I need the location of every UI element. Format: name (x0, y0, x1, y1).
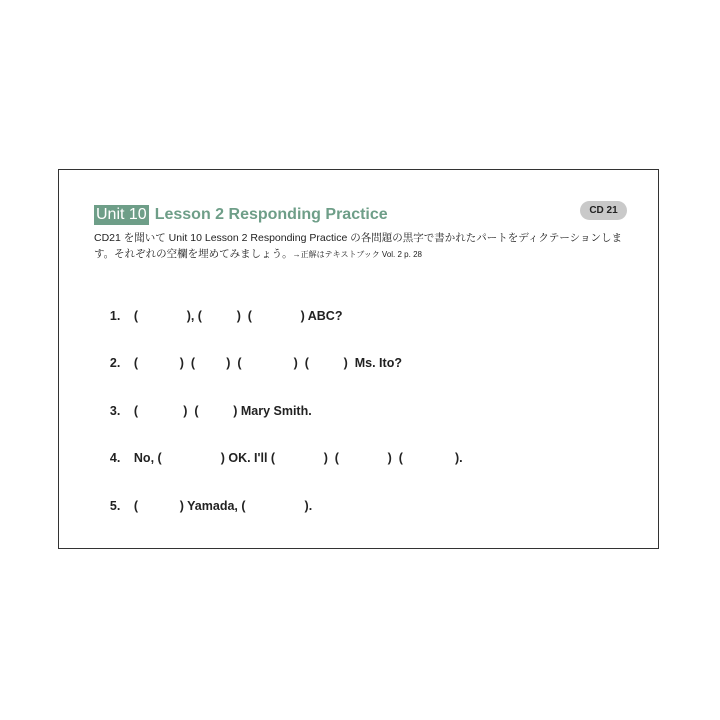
item-text: No, ( ) OK. I'll ( ) ( ) ( ). (133, 451, 463, 465)
item-number: 2. (109, 356, 121, 370)
dictation-item-5 (96, 479, 313, 513)
lesson-title: Lesson 2 Responding Practice (154, 206, 388, 223)
item-text: ( ) ( ) Mary Smith. (133, 404, 312, 418)
dictation-item-2 (96, 336, 402, 370)
worksheet-header (94, 204, 388, 226)
item-text: ( ) ( ) ( ) ( ) Ms. Ito? (133, 356, 402, 370)
dictation-item-4 (96, 431, 463, 465)
instructions-text: CD21 を聞いて Unit 10 Lesson 2 Responding Practice の各問題の黒字で書かれたパートをディクテーションします。それぞれの空欄を埋めてみましょう。 (94, 232, 622, 260)
dictation-item-3 (96, 384, 312, 418)
dictation-item-1 (96, 289, 343, 323)
worksheet-card (58, 169, 659, 549)
unit-badge: Unit 10 (96, 206, 147, 223)
item-number: 5. (109, 499, 121, 513)
answer-reference: →正解はテキストブック Vol. 2 p. 28 (292, 250, 422, 259)
item-number: 4. (109, 451, 121, 465)
item-number: 3. (109, 404, 121, 418)
item-text: ( ), ( ) ( ) ABC? (133, 309, 343, 323)
item-number: 1. (109, 309, 121, 323)
item-text: ( ) Yamada, ( ). (133, 499, 313, 513)
cd-track-badge: CD 21 (580, 201, 627, 220)
instructions (94, 230, 629, 263)
